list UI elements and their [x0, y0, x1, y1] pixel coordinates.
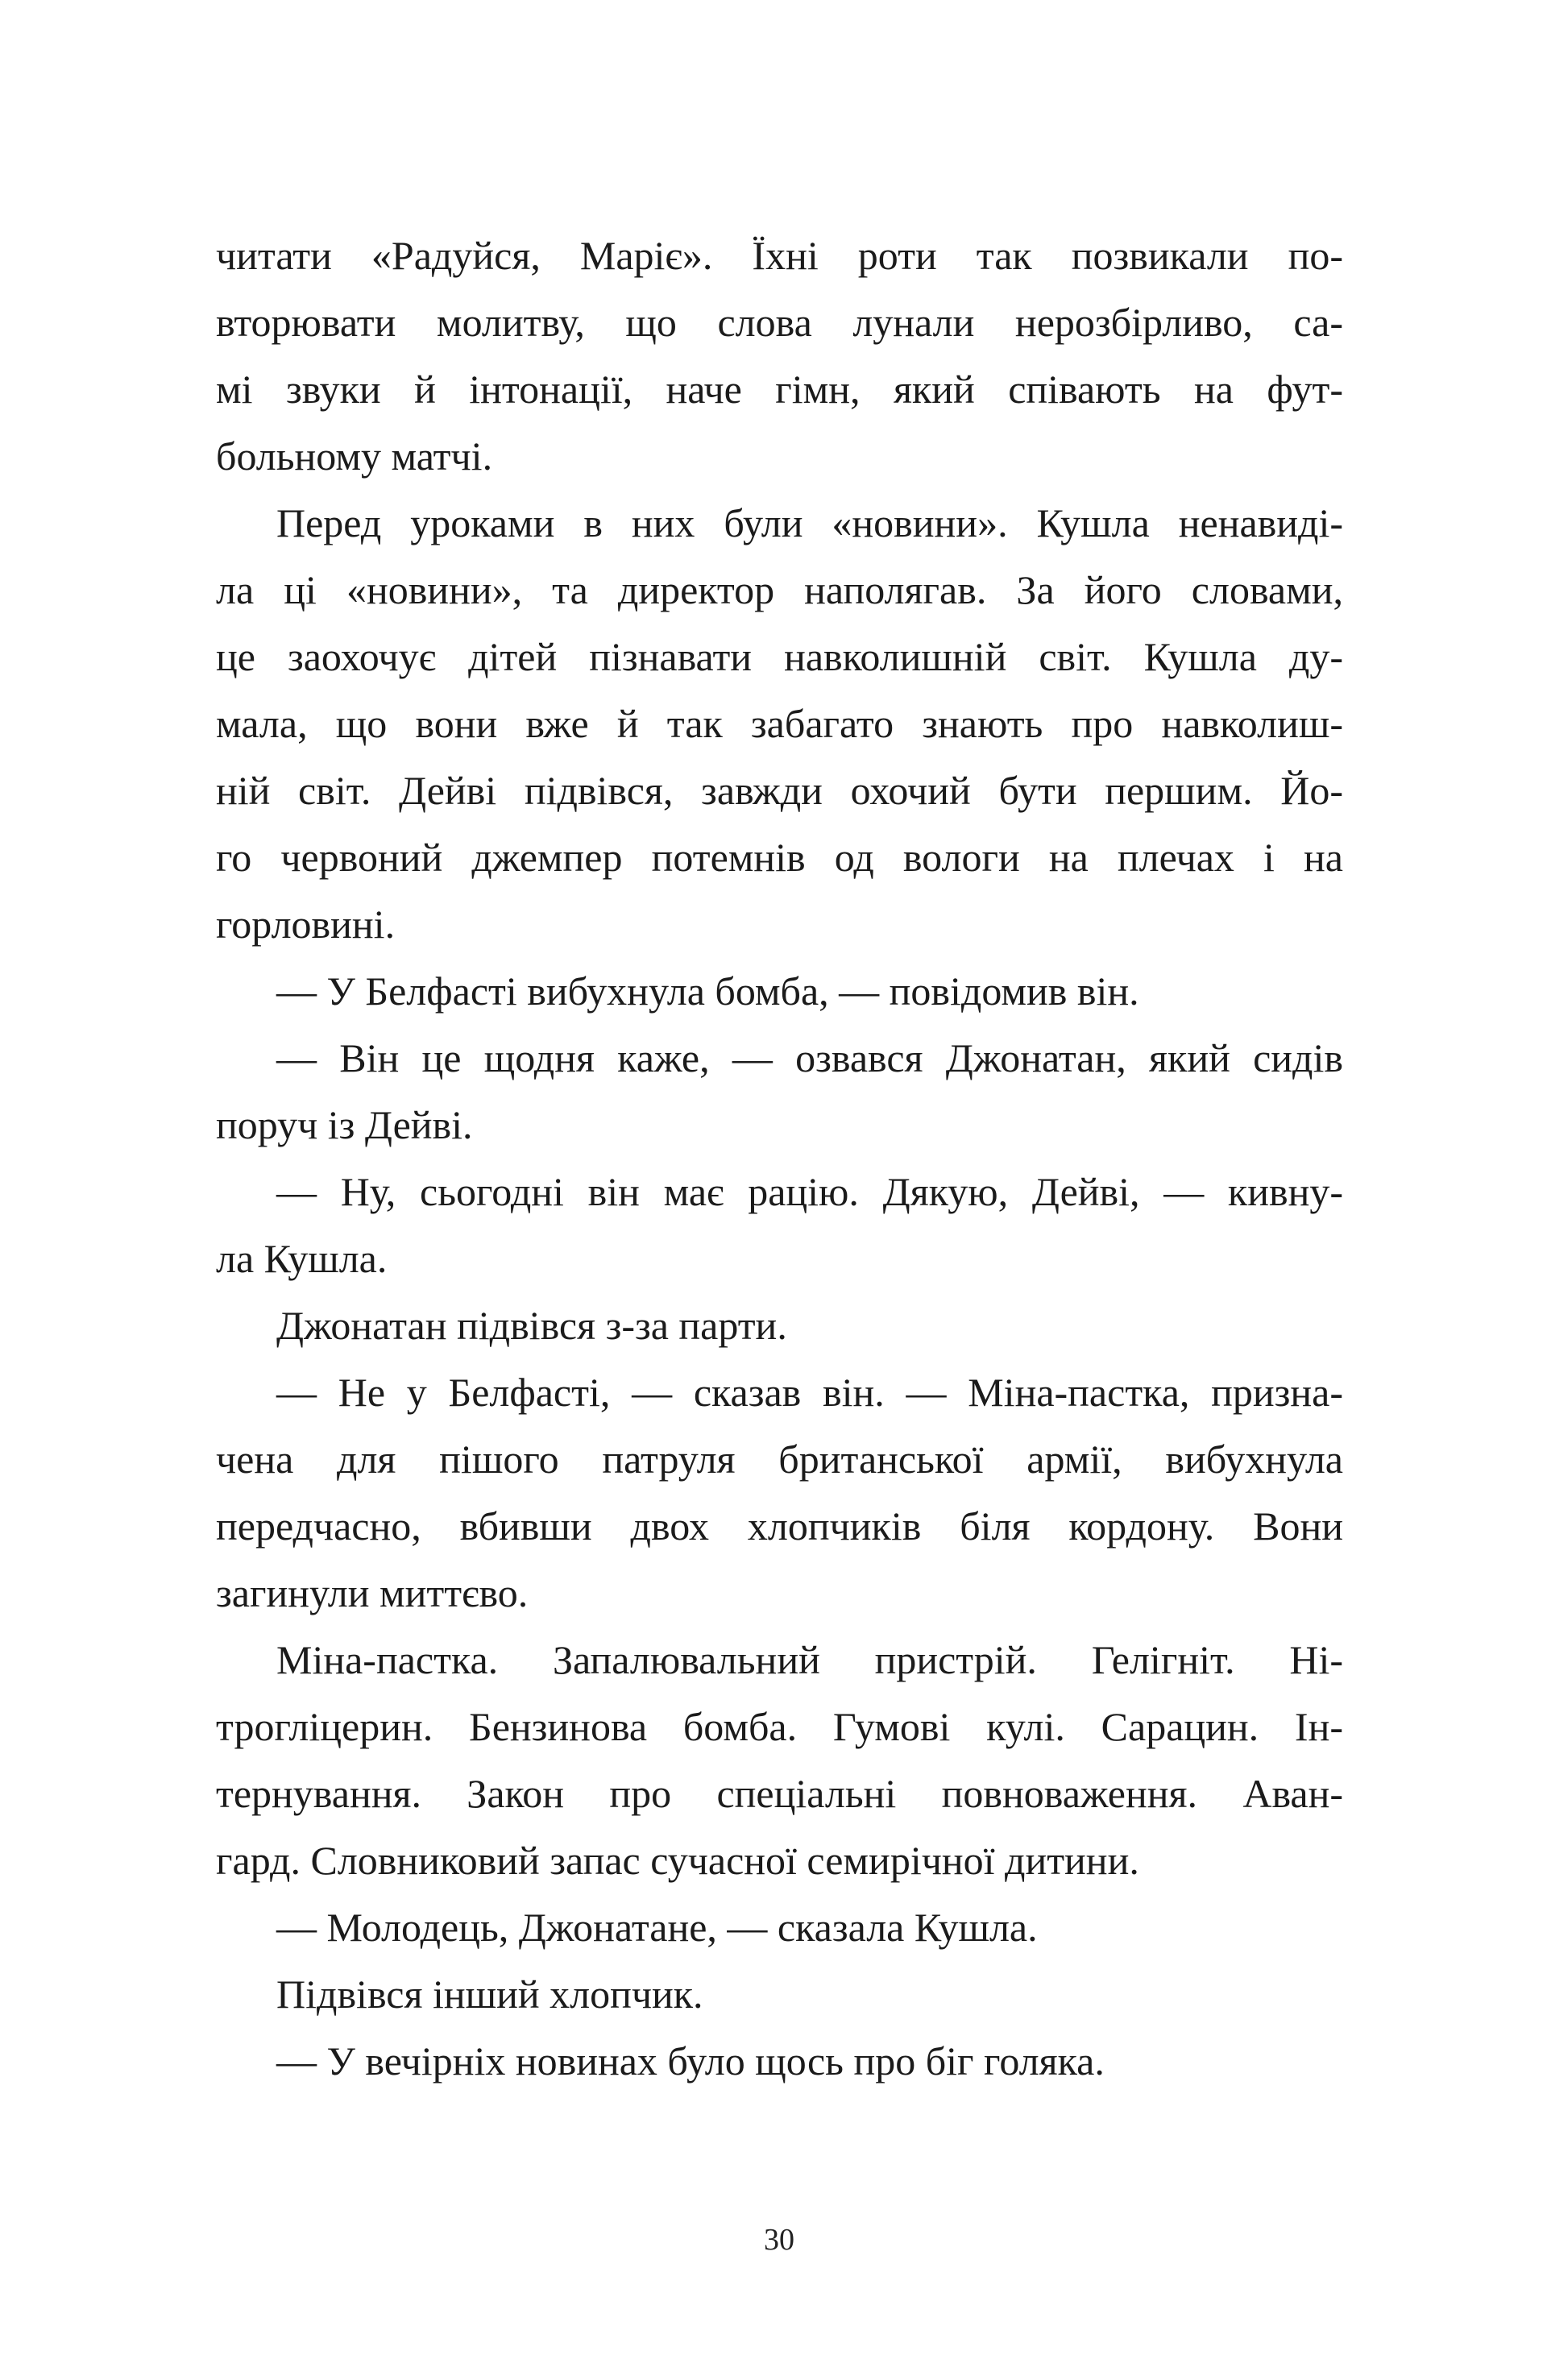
text-line: гард. Словниковий запас сучасної семирічної дитини. — [216, 1838, 1139, 1883]
text-line: — У Белфасті вибухнула бомба, — повідомив він. — [276, 968, 1139, 1014]
text-line: це заохочує дітей пізнавати навколишній світ. Кушла ду- — [216, 634, 1343, 679]
text-line: тернування. Закон про спеціальні повноваження. Аван- — [216, 1771, 1343, 1816]
text-line: — Молодець, Джонатане, — сказала Кушла. — [276, 1905, 1038, 1950]
text-line: читати «Радуйся, Маріє». Їхні роти так позвикали по- — [216, 233, 1343, 278]
page-number: 30 — [764, 2223, 794, 2257]
text-line: Підвівся інший хлопчик. — [276, 1972, 703, 2017]
text-line: мі звуки й інтонації, наче гімн, який співають на фут- — [216, 367, 1343, 412]
text-line: ла ці «новини», та директор наполягав. За його словами, — [216, 567, 1343, 612]
body-text — [216, 222, 1343, 2095]
text-line: передчасно, вбивши двох хлопчиків біля кордону. Вони — [216, 1503, 1343, 1549]
text-line: мала, що вони вже й так забагато знають про навколиш- — [216, 701, 1343, 746]
text-line: ній світ. Дейві підвівся, завжди охочий бути першим. Йо- — [216, 768, 1343, 813]
text-line: — У вечірніх новинах було щось про біг голяка. — [276, 2038, 1105, 2084]
text-line: чена для пішого патруля британської армії, вибухнула — [216, 1437, 1343, 1482]
text-line: ла Кушла. — [216, 1236, 388, 1281]
text-line: трогліцерин. Бензинова бомба. Гумові кулі. Сарацин. Ін- — [216, 1704, 1343, 1749]
text-line: поруч із Дейві. — [216, 1102, 473, 1147]
text-line: го червоний джемпер потемнів од вологи на плечах і на — [216, 835, 1343, 880]
text-line: — Ну, сьогодні він має рацію. Дякую, Дейві, — кивну- — [276, 1169, 1343, 1214]
text-line: — Не у Белфасті, — сказав він. — Міна-пастка, призна- — [276, 1370, 1343, 1415]
text-line: больному матчі. — [216, 433, 493, 479]
text-line: Перед уроками в них були «новини». Кушла ненавиді- — [276, 500, 1343, 545]
text-line: загинули миттєво. — [216, 1570, 529, 1615]
text-line: Міна-пастка. Запалювальний пристрій. Гелігніт. Ні- — [276, 1637, 1343, 1682]
text-line: горловині. — [216, 902, 396, 947]
text-line: вторювати молитву, що слова лунали нерозбірливо, са- — [216, 300, 1343, 345]
text-line: Джонатан підвівся з-за парти. — [276, 1303, 787, 1348]
text-line: — Він це щодня каже, — озвався Джонатан, який сидів — [276, 1035, 1343, 1080]
